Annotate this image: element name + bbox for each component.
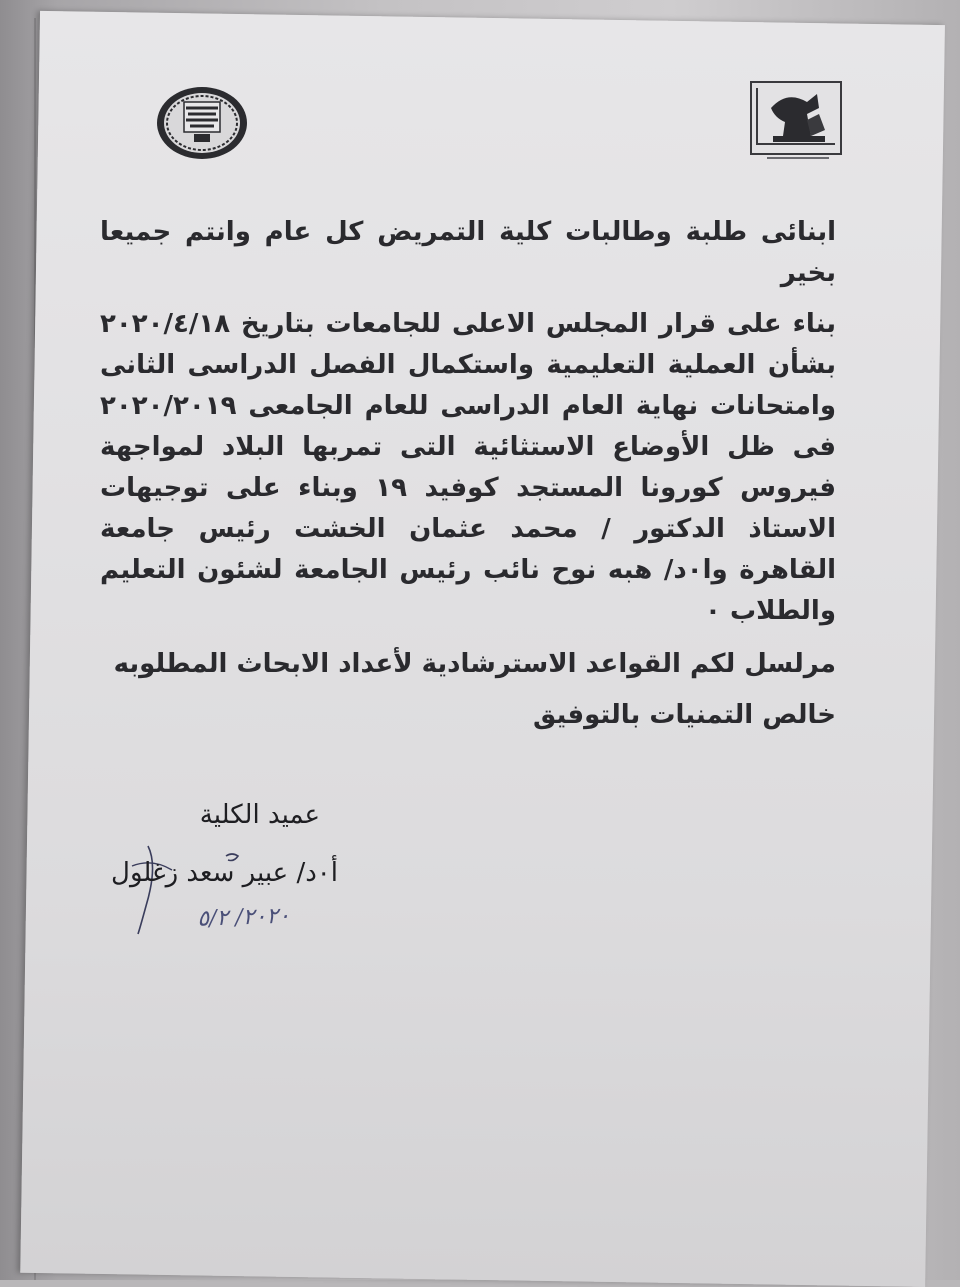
- cairo-university-emblem-icon: [747, 80, 847, 166]
- faculty-of-nursing-seal-icon: [156, 86, 248, 160]
- greeting-line: ابنائى طلبة وطالبات كلية التمريض كل عام وانتم جميعا بخير: [100, 217, 836, 288]
- signatory-name: أ٠د/ عبير سعد زغلول: [111, 858, 338, 888]
- letter-body: [100, 212, 836, 736]
- handwritten-date: ٢٠٢٠/ ٥/٢: [196, 903, 291, 932]
- signatory-title: عميد الكلية: [199, 800, 320, 830]
- closing-line: خالص التمنيات بالتوفيق: [533, 700, 836, 730]
- main-paragraph: بناء على قرار المجلس الاعلى للجامعات بتاريخ ٢٠٢٠/٤/١٨ بشأن العملية التعليمية واستكمال الفصل الدراسى الثانى وامتحانات نهاية العام الدراسى للعام الجامعى ٢٠٢٠/٢٠١٩ فى ظل الأوضاع الاستثائية التى تمربها البلاد لمواجهة فيروس كورونا المستجد كوفيد ١٩ وبناء على توجيهات الاستاذ الدكتور / محمد عثمان الخشت رئيس جامعة القاهرة وا٠د/ هبه نوح نائب رئيس الجامعة لشئون التعليم والطلاب ٠: [100, 309, 836, 626]
- attachment-note: مرلسل لكم القواعد الاسترشادية لأعداد الابحاث المطلوبه: [113, 649, 836, 679]
